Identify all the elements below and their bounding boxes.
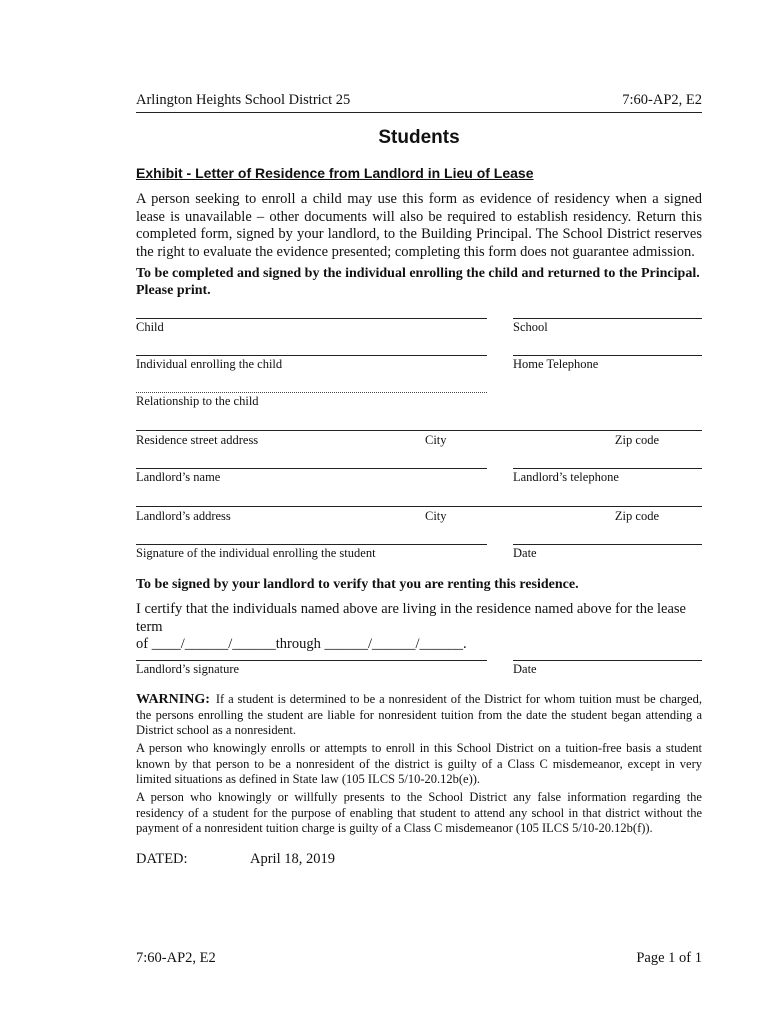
residence-address-label: Residence street address (136, 433, 259, 447)
school-label: School (513, 320, 548, 334)
date-individual-field[interactable] (513, 544, 702, 545)
footer-code: 7:60-AP2, E2 (136, 950, 216, 966)
policy-code: 7:60-AP2, E2 (622, 92, 702, 108)
landlord-address-label: Landlord’s address (136, 509, 231, 523)
certify-statement (136, 601, 702, 654)
landlord-signature-field[interactable] (136, 660, 487, 661)
landlord-signature-label: Landlord’s signature (136, 662, 240, 676)
dated-value: April 18, 2019 (250, 851, 335, 867)
relationship-label: Relationship to the child (136, 394, 259, 408)
landlord-telephone-label: Landlord’s telephone (513, 470, 619, 484)
signature-individual-label: Signature of the individual enrolling the student (136, 546, 376, 560)
exhibit-title: Exhibit - Letter of Residence from Landlord in Lieu of Lease (136, 165, 534, 181)
certify-line-1: I certify that the individuals named above are living in the residence named above for the lease term (136, 601, 686, 635)
false-information-paragraph: A person who knowingly or willfully presents to the School District any false information regarding the residency of a student for the purpose of enabling that student to attend any school in that district without the payment of a nonresident tuition charge is guilty of a Class C misdemeanor (105 ILCS 5/10-20.12b(f)). (136, 790, 702, 835)
landlord-telephone-field[interactable] (513, 468, 702, 469)
signature-individual-field[interactable] (136, 544, 487, 545)
instructions: To be completed and signed by the individual enrolling the child and returned to the Principal. Please print. (136, 266, 700, 298)
misdemeanor-paragraph: A person who knowingly enrolls or attempts to enroll in this School District on a tuition-free basis a student known by that person to be a nonresident of the district is guilty of a Class C misdemeanor, except in very limited situations as defined in State law (105 ILCS 5/10-20.12b(e)). (136, 741, 702, 786)
landlord-city-label: City (425, 509, 447, 523)
district-name: Arlington Heights School District 25 (136, 92, 351, 108)
dated-label: DATED: (136, 851, 188, 867)
warning-paragraph (136, 692, 702, 739)
landlord-name-field[interactable] (136, 468, 487, 469)
landlord-zip-label: Zip code (614, 509, 659, 523)
date-individual-label: Date (513, 546, 537, 560)
child-field[interactable] (136, 318, 487, 319)
residence-zip-label: Zip code (614, 433, 659, 447)
child-label: Child (136, 320, 164, 334)
individual-label: Individual enrolling the child (136, 357, 283, 371)
date-landlord-label: Date (513, 662, 537, 676)
landlord-heading: To be signed by your landlord to verify that you are renting this residence. (136, 577, 579, 592)
warning-text: If a student is determined to be a nonresident of the District for whom tuition must be charged, the persons enrolling the student are liable for nonresident tuition from the date the student began attending a District school as a nonresident. (136, 692, 702, 737)
certify-line-2: of ____/______/______through ______/______/______. (136, 636, 467, 652)
residence-city-label: City (425, 433, 447, 447)
home-telephone-label: Home Telephone (513, 357, 599, 371)
page-header (136, 92, 702, 113)
date-landlord-field[interactable] (513, 660, 702, 661)
relationship-field[interactable] (136, 392, 487, 393)
home-telephone-field[interactable] (513, 355, 702, 356)
intro-paragraph: A person seeking to enroll a child may use this form as evidence of residency when a signed lease is unavailable – other documents will also be required to establish residency. Return this completed form, signed by your landlord, to the Building Principal. The School District reserves the right to evaluate the evidence presented; completing this form does not guarantee admission. (136, 191, 702, 260)
landlord-name-label: Landlord’s name (136, 470, 221, 484)
page-title: Students (378, 127, 460, 148)
school-field[interactable] (513, 318, 702, 319)
residence-address-field[interactable] (136, 430, 702, 431)
page-number: Page 1 of 1 (636, 950, 702, 966)
landlord-address-field[interactable] (136, 506, 702, 507)
individual-field[interactable] (136, 355, 487, 356)
warning-lead: WARNING: (136, 692, 210, 707)
